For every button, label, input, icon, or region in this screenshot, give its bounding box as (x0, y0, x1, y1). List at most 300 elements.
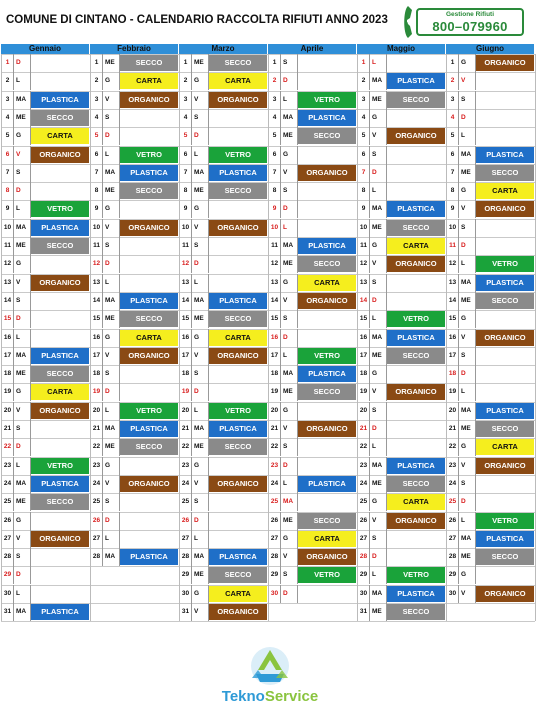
day-number: 19 (91, 383, 103, 401)
day-number: 20 (269, 402, 281, 420)
weekday-letter: D (370, 420, 387, 438)
weekday-letter: G (281, 530, 298, 548)
waste-carta-badge: CARTA (120, 73, 178, 89)
waste-organico-badge: ORGANICO (476, 458, 534, 474)
day-number: 11 (447, 237, 459, 255)
day-number: 26 (180, 512, 192, 530)
weekday-letter: ME (281, 127, 298, 145)
waste-plastica-badge: PLASTICA (298, 110, 356, 126)
day-number: 28 (91, 548, 103, 566)
day-number: 18 (180, 365, 192, 383)
day-number: 27 (91, 530, 103, 548)
weekday-letter: S (14, 292, 31, 310)
weekday-letter: ME (370, 603, 387, 621)
waste-organico-badge: ORGANICO (476, 201, 534, 217)
day-number: 29 (358, 566, 370, 584)
waste-plastica-badge: PLASTICA (387, 73, 445, 89)
waste-secco-badge: SECCO (476, 421, 534, 437)
waste-secco-badge: SECCO (209, 567, 267, 583)
day-number: 29 (269, 566, 281, 584)
day-number: 18 (91, 365, 103, 383)
weekday-letter: L (370, 438, 387, 456)
day-number: 1 (269, 54, 281, 72)
waste-organico-badge: ORGANICO (298, 421, 356, 437)
day-number: 15 (269, 310, 281, 328)
weekday-letter: G (370, 365, 387, 383)
weekday-letter: V (14, 530, 31, 548)
day-number: 13 (180, 274, 192, 292)
weekday-letter: G (370, 109, 387, 127)
weekday-letter: G (281, 274, 298, 292)
day-number: 25 (180, 493, 192, 511)
waste-vetro-badge: VETRO (31, 458, 89, 474)
day-number: 15 (447, 310, 459, 328)
day-number: 14 (269, 292, 281, 310)
weekday-letter: D (459, 493, 476, 511)
waste-vetro-badge: VETRO (298, 348, 356, 364)
weekday-letter: ME (103, 438, 120, 456)
weekday-letter: V (459, 200, 476, 218)
day-number: 17 (358, 347, 370, 365)
waste-organico-badge: ORGANICO (476, 330, 534, 346)
weekday-letter: V (14, 146, 31, 164)
waste-plastica-badge: PLASTICA (298, 366, 356, 382)
weekday-letter: L (14, 457, 31, 475)
weekday-letter: D (370, 548, 387, 566)
day-number: 15 (2, 310, 14, 328)
waste-secco-badge: SECCO (120, 183, 178, 199)
weekday-letter: D (281, 457, 298, 475)
waste-carta-badge: CARTA (387, 238, 445, 254)
waste-secco-badge: SECCO (31, 494, 89, 510)
day-number: 25 (358, 493, 370, 511)
waste-secco-badge: SECCO (476, 293, 534, 309)
waste-plastica-badge: PLASTICA (298, 238, 356, 254)
waste-organico-badge: ORGANICO (387, 256, 445, 272)
day-number: 26 (269, 512, 281, 530)
weekday-letter: ME (103, 182, 120, 200)
weekday-letter: S (103, 365, 120, 383)
day-number: 6 (447, 146, 459, 164)
day-number: 4 (180, 109, 192, 127)
weekday-letter: L (281, 347, 298, 365)
waste-carta-badge: CARTA (209, 330, 267, 346)
waste-organico-badge: ORGANICO (209, 604, 267, 620)
waste-organico-badge: ORGANICO (31, 531, 89, 547)
day-number: 24 (269, 475, 281, 493)
day-number: 24 (2, 475, 14, 493)
waste-secco-badge: SECCO (120, 439, 178, 455)
weekday-letter: G (192, 585, 209, 603)
waste-vetro-badge: VETRO (298, 92, 356, 108)
weekday-letter: MA (370, 585, 387, 603)
day-number: 12 (91, 255, 103, 273)
waste-carta-badge: CARTA (209, 586, 267, 602)
waste-plastica-badge: PLASTICA (120, 293, 178, 309)
day-number: 6 (269, 146, 281, 164)
weekday-letter: G (281, 146, 298, 164)
weekday-letter: S (103, 493, 120, 511)
waste-plastica-badge: PLASTICA (387, 330, 445, 346)
weekday-letter: G (14, 512, 31, 530)
company-logo (208, 644, 332, 708)
waste-organico-badge: ORGANICO (209, 476, 267, 492)
weekday-letter: MA (14, 603, 31, 621)
day-number: 10 (447, 219, 459, 237)
weekday-letter: D (103, 255, 120, 273)
day-number: 20 (447, 402, 459, 420)
weekday-letter: L (103, 530, 120, 548)
waste-secco-badge: SECCO (476, 165, 534, 181)
day-number: 10 (2, 219, 14, 237)
day-number: 2 (2, 72, 14, 90)
day-number: 1 (358, 54, 370, 72)
weekday-letter: D (14, 438, 31, 456)
day-number: 26 (91, 512, 103, 530)
day-number: 17 (2, 347, 14, 365)
waste-carta-badge: CARTA (298, 531, 356, 547)
day-number: 3 (269, 91, 281, 109)
waste-secco-badge: SECCO (298, 128, 356, 144)
weekday-letter: D (459, 237, 476, 255)
weekday-letter: V (370, 512, 387, 530)
waste-plastica-badge: PLASTICA (387, 458, 445, 474)
day-number: 5 (358, 127, 370, 145)
weekday-letter: S (103, 237, 120, 255)
waste-carta-badge: CARTA (387, 494, 445, 510)
waste-secco-badge: SECCO (209, 439, 267, 455)
weekday-letter: G (103, 329, 120, 347)
waste-vetro-badge: VETRO (209, 403, 267, 419)
day-number: 19 (180, 383, 192, 401)
weekday-letter: MA (103, 420, 120, 438)
day-number: 9 (2, 200, 14, 218)
weekday-letter: MA (14, 347, 31, 365)
weekday-letter: MA (459, 146, 476, 164)
weekday-letter: MA (370, 329, 387, 347)
weekday-letter: V (103, 475, 120, 493)
waste-secco-badge: SECCO (387, 604, 445, 620)
day-number: 4 (2, 109, 14, 127)
weekday-letter: MA (370, 72, 387, 90)
month-header: Maggio (357, 44, 446, 54)
waste-organico-badge: ORGANICO (120, 220, 178, 236)
weekday-letter: V (192, 475, 209, 493)
day-number: 16 (91, 329, 103, 347)
waste-plastica-badge: PLASTICA (31, 220, 89, 236)
month-header: Febbraio (90, 44, 179, 54)
waste-organico-badge: ORGANICO (298, 293, 356, 309)
weekday-letter: ME (370, 219, 387, 237)
weekday-letter: G (459, 182, 476, 200)
waste-secco-badge: SECCO (298, 384, 356, 400)
weekday-letter: L (459, 255, 476, 273)
day-number: 3 (358, 91, 370, 109)
day-number: 12 (447, 255, 459, 273)
day-number: 7 (180, 164, 192, 182)
day-number: 23 (269, 457, 281, 475)
day-number: 25 (2, 493, 14, 511)
waste-vetro-badge: VETRO (120, 403, 178, 419)
weekday-letter: ME (281, 383, 298, 401)
day-number: 23 (447, 457, 459, 475)
day-number: 20 (2, 402, 14, 420)
weekday-letter: D (192, 255, 209, 273)
day-number: 29 (447, 566, 459, 584)
weekday-letter: V (192, 91, 209, 109)
month-header: Marzo (179, 44, 268, 54)
phone-number: 800–079960 (432, 19, 508, 34)
weekday-letter: G (281, 402, 298, 420)
weekday-letter: ME (459, 164, 476, 182)
day-number: 25 (447, 493, 459, 511)
waste-secco-badge: SECCO (209, 311, 267, 327)
day-number: 21 (2, 420, 14, 438)
waste-plastica-badge: PLASTICA (387, 586, 445, 602)
day-number: 10 (269, 219, 281, 237)
day-number: 24 (180, 475, 192, 493)
weekday-letter: V (459, 329, 476, 347)
waste-organico-badge: ORGANICO (298, 165, 356, 181)
day-number: 6 (358, 146, 370, 164)
day-number: 27 (447, 530, 459, 548)
day-number: 9 (180, 200, 192, 218)
day-number: 27 (358, 530, 370, 548)
waste-vetro-badge: VETRO (476, 256, 534, 272)
day-number: 12 (180, 255, 192, 273)
weekday-letter: V (192, 347, 209, 365)
weekday-letter: ME (14, 109, 31, 127)
weekday-letter: S (370, 146, 387, 164)
weekday-letter: S (14, 164, 31, 182)
day-number: 28 (447, 548, 459, 566)
day-number: 22 (2, 438, 14, 456)
weekday-letter: G (459, 310, 476, 328)
weekday-letter: S (459, 91, 476, 109)
weekday-letter: L (192, 274, 209, 292)
day-number: 30 (447, 585, 459, 603)
weekday-letter: MA (281, 109, 298, 127)
waste-organico-badge: ORGANICO (31, 147, 89, 163)
waste-vetro-badge: VETRO (298, 567, 356, 583)
waste-organico-badge: ORGANICO (209, 92, 267, 108)
day-number: 4 (269, 109, 281, 127)
weekday-letter: ME (281, 255, 298, 273)
day-number: 8 (91, 182, 103, 200)
waste-secco-badge: SECCO (31, 110, 89, 126)
waste-organico-badge: ORGANICO (120, 476, 178, 492)
weekday-letter: D (192, 383, 209, 401)
waste-carta-badge: CARTA (31, 128, 89, 144)
day-number: 20 (180, 402, 192, 420)
waste-secco-badge: SECCO (387, 476, 445, 492)
waste-organico-badge: ORGANICO (298, 549, 356, 565)
weekday-letter: ME (14, 365, 31, 383)
weekday-letter: V (281, 420, 298, 438)
weekday-letter: D (103, 383, 120, 401)
weekday-letter: G (459, 438, 476, 456)
day-number: 16 (358, 329, 370, 347)
weekday-letter: MA (370, 457, 387, 475)
day-number: 1 (447, 54, 459, 72)
day-number: 13 (269, 274, 281, 292)
day-number: 21 (358, 420, 370, 438)
day-number: 6 (180, 146, 192, 164)
day-number: 30 (2, 585, 14, 603)
weekday-letter: V (192, 219, 209, 237)
day-number: 18 (447, 365, 459, 383)
day-number: 26 (358, 512, 370, 530)
weekday-letter: MA (459, 530, 476, 548)
day-number: 31 (358, 603, 370, 621)
day-number: 8 (358, 182, 370, 200)
day-number: 27 (180, 530, 192, 548)
day-number: 23 (91, 457, 103, 475)
day-number: 13 (2, 274, 14, 292)
weekday-letter: S (459, 347, 476, 365)
weekday-letter: L (281, 475, 298, 493)
waste-carta-badge: CARTA (298, 275, 356, 291)
day-number: 16 (2, 329, 14, 347)
weekday-letter: D (192, 127, 209, 145)
day-number: 1 (2, 54, 14, 72)
waste-secco-badge: SECCO (298, 256, 356, 272)
day-number: 12 (358, 255, 370, 273)
weekday-letter: L (281, 219, 298, 237)
weekday-letter: MA (103, 548, 120, 566)
weekday-letter: S (281, 182, 298, 200)
day-number: 3 (447, 91, 459, 109)
waste-plastica-badge: PLASTICA (476, 275, 534, 291)
waste-vetro-badge: VETRO (387, 567, 445, 583)
day-number: 25 (269, 493, 281, 511)
waste-carta-badge: CARTA (476, 183, 534, 199)
weekday-letter: ME (192, 566, 209, 584)
weekday-letter: G (192, 329, 209, 347)
weekday-letter: L (459, 383, 476, 401)
day-number: 17 (91, 347, 103, 365)
weekday-letter: V (459, 72, 476, 90)
weekday-letter: G (14, 255, 31, 273)
weekday-letter: G (103, 72, 120, 90)
weekday-letter: S (370, 274, 387, 292)
weekday-letter: ME (103, 54, 120, 72)
waste-secco-badge: SECCO (387, 220, 445, 236)
phone-caption: Gestione Rifiuti (445, 11, 495, 18)
weekday-letter: D (459, 109, 476, 127)
waste-secco-badge: SECCO (31, 238, 89, 254)
weekday-letter: MA (14, 91, 31, 109)
company-name-part2: Service (264, 688, 319, 705)
waste-carta-badge: CARTA (209, 73, 267, 89)
day-number: 31 (2, 603, 14, 621)
day-number: 8 (269, 182, 281, 200)
weekday-letter: MA (281, 237, 298, 255)
waste-plastica-badge: PLASTICA (120, 421, 178, 437)
weekday-letter: S (459, 475, 476, 493)
day-number: 14 (447, 292, 459, 310)
weekday-letter: S (192, 237, 209, 255)
day-number: 7 (91, 164, 103, 182)
waste-secco-badge: SECCO (120, 311, 178, 327)
day-number: 10 (180, 219, 192, 237)
weekday-letter: ME (192, 438, 209, 456)
weekday-letter: S (459, 219, 476, 237)
weekday-letter: MA (459, 402, 476, 420)
weekday-letter: V (459, 457, 476, 475)
waste-plastica-badge: PLASTICA (387, 201, 445, 217)
day-number: 11 (269, 237, 281, 255)
waste-secco-badge: SECCO (476, 549, 534, 565)
day-number: 23 (180, 457, 192, 475)
day-number: 15 (91, 310, 103, 328)
day-number: 9 (358, 200, 370, 218)
day-number: 8 (180, 182, 192, 200)
weekday-letter: D (103, 512, 120, 530)
waste-vetro-badge: VETRO (387, 311, 445, 327)
weekday-letter: L (14, 72, 31, 90)
day-number: 14 (358, 292, 370, 310)
day-number: 10 (91, 219, 103, 237)
day-number: 24 (447, 475, 459, 493)
page-title: COMUNE DI CINTANO - CALENDARIO RACCOLTA RIFIUTI ANNO 2023 (6, 14, 388, 26)
weekday-letter: S (370, 402, 387, 420)
day-number: 7 (2, 164, 14, 182)
weekday-letter: ME (103, 310, 120, 328)
day-number: 2 (180, 72, 192, 90)
weekday-letter: D (281, 200, 298, 218)
weekday-letter: D (459, 365, 476, 383)
day-number: 20 (91, 402, 103, 420)
day-number: 30 (269, 585, 281, 603)
day-number: 11 (91, 237, 103, 255)
weekday-letter: L (370, 54, 387, 72)
weekday-letter: MA (281, 365, 298, 383)
waste-carta-badge: CARTA (476, 439, 534, 455)
weekday-letter: V (370, 255, 387, 273)
weekday-letter: L (370, 566, 387, 584)
day-number: 11 (2, 237, 14, 255)
day-number: 24 (358, 475, 370, 493)
day-number: 9 (91, 200, 103, 218)
weekday-letter: ME (370, 347, 387, 365)
waste-secco-badge: SECCO (298, 513, 356, 529)
day-number: 29 (180, 566, 192, 584)
waste-plastica-badge: PLASTICA (31, 604, 89, 620)
waste-organico-badge: ORGANICO (120, 92, 178, 108)
weekday-letter: ME (459, 292, 476, 310)
weekday-letter: S (192, 365, 209, 383)
day-number: 1 (91, 54, 103, 72)
day-number: 21 (91, 420, 103, 438)
weekday-letter: V (281, 292, 298, 310)
day-number: 4 (447, 109, 459, 127)
month-header: Giugno (446, 44, 535, 54)
waste-plastica-badge: PLASTICA (209, 549, 267, 565)
day-number: 30 (358, 585, 370, 603)
waste-organico-badge: ORGANICO (209, 220, 267, 236)
weekday-letter: G (192, 200, 209, 218)
day-number: 13 (447, 274, 459, 292)
weekday-letter: S (370, 530, 387, 548)
weekday-letter: D (370, 164, 387, 182)
day-number: 19 (447, 383, 459, 401)
waste-plastica-badge: PLASTICA (209, 165, 267, 181)
weekday-letter: ME (459, 420, 476, 438)
day-number: 16 (447, 329, 459, 347)
day-number: 7 (358, 164, 370, 182)
day-number: 4 (358, 109, 370, 127)
